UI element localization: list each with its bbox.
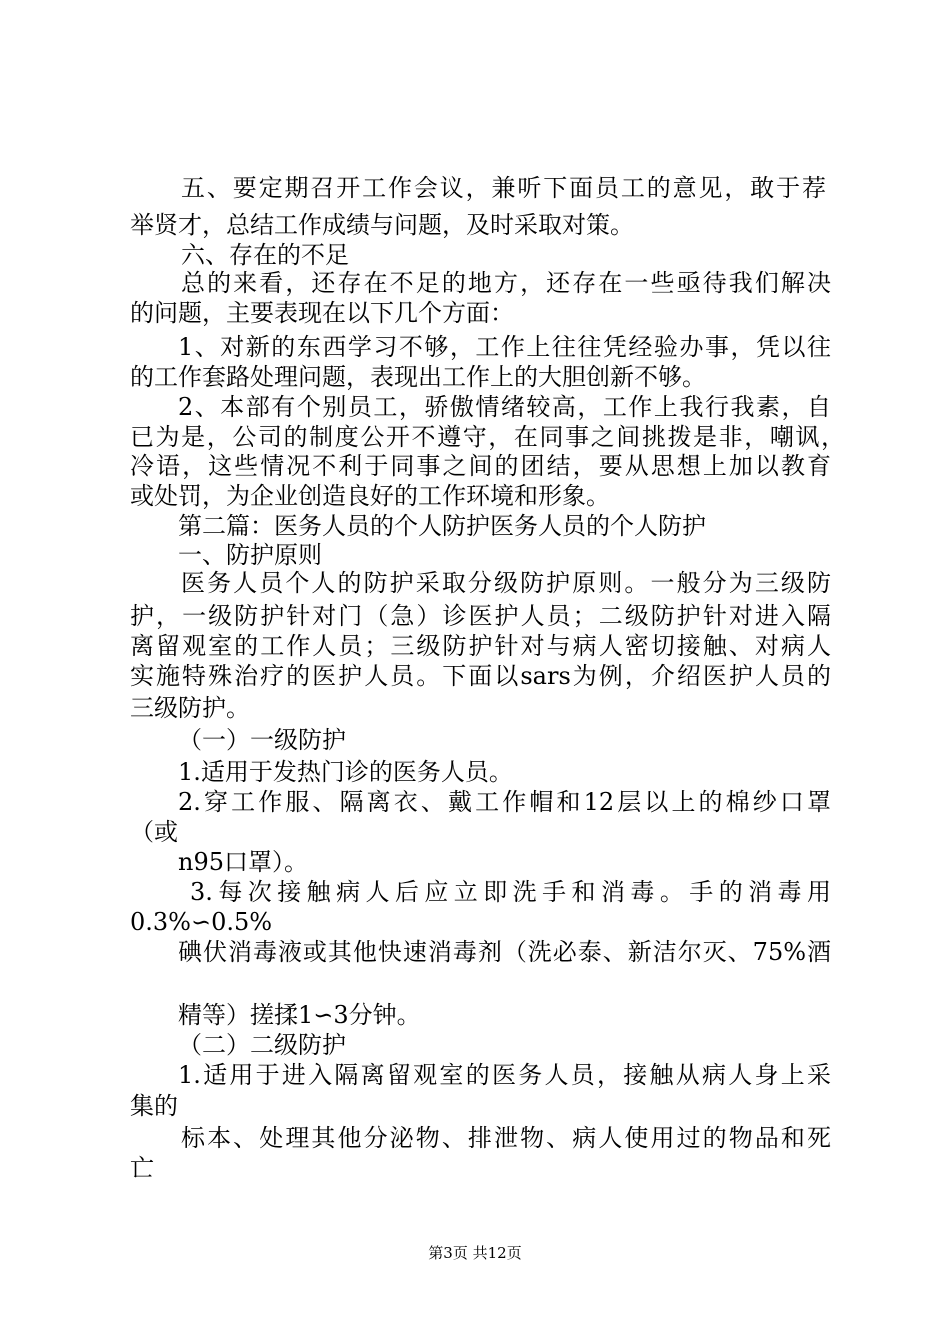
paragraph-line: 五、要定期召开工作会议，兼听下面员工的意见，敢于荐 (181, 174, 826, 202)
subsection-heading: （二）二级防护 (178, 1031, 346, 1059)
paragraph-line: 精等）搓揉1∽3分钟。 (178, 1001, 421, 1029)
paragraph-line: 的工作套路处理问题，表现出工作上的大胆创新不够。 (130, 363, 706, 391)
subsection-heading: （一）一级防护 (178, 726, 346, 754)
paragraph-line: 离留观室的工作人员；三级防护针对与病人密切接触、对病人 (130, 632, 831, 660)
list-item: 2.穿工作服、隔离衣、戴工作帽和12层以上的棉纱口罩 (178, 788, 831, 816)
paragraph-line: 标本、处理其他分泌物、排泄物、病人使用过的物品和死 (181, 1124, 831, 1152)
paragraph-line: 亡 (130, 1154, 154, 1182)
chapter-title: 第二篇：医务人员的个人防护医务人员的个人防护 (178, 512, 706, 540)
paragraph-line: 三级防护。 (130, 694, 250, 722)
paragraph-line: 2、本部有个别员工，骄傲情绪较高，工作上我行我素，自 (178, 393, 831, 421)
paragraph-line: 护，一级防护针对门（急）诊医护人员；二级防护针对进入隔 (130, 602, 831, 630)
paragraph-line: （或 (130, 818, 178, 846)
paragraph-line: 已为是，公司的制度公开不遵守，在同事之间挑拨是非，嘲讽， (130, 423, 845, 451)
paragraph-line: 冷语，这些情况不利于同事之间的团结，要从思想上加以教育 (130, 452, 831, 480)
list-item: 1.适用于发热门诊的医务人员。 (178, 758, 513, 786)
paragraph-line: n95口罩）。 (178, 848, 308, 876)
list-item: 1.适用于进入隔离留观室的医务人员，接触从病人身上采 (178, 1061, 831, 1089)
paragraph-line: 0.3%∽0.5% (130, 908, 273, 936)
paragraph-line: 集的 (130, 1092, 178, 1120)
paragraph-line: 实施特殊治疗的医护人员。下面以sars为例，介绍医护人员的 (130, 662, 831, 690)
paragraph-line: 碘伏消毒液或其他快速消毒剂（洗必泰、新洁尔灭、75%酒 (178, 938, 831, 966)
paragraph-line: 1、对新的东西学习不够，工作上往往凭经验办事，凭以往 (178, 333, 831, 361)
paragraph-line: 或处罚，为企业创造良好的工作环境和形象。 (130, 482, 610, 510)
paragraph-line: 的问题，主要表现在以下几个方面： (130, 299, 514, 327)
section-heading: 六、存在的不足 (181, 241, 349, 269)
page-number: 第3页 共12页 (428, 1244, 522, 1262)
section-heading: 一、防护原则 (178, 541, 322, 569)
paragraph-line: 医务人员个人的防护采取分级防护原则。一般分为三级防 (181, 569, 831, 597)
paragraph-line: 举贤才，总结工作成绩与问题，及时采取对策。 (130, 211, 634, 239)
paragraph-line: 总的来看，还存在不足的地方，还存在一些亟待我们解决 (181, 269, 831, 297)
list-item: 3.每次接触病人后应立即洗手和消毒。手的消毒用 (190, 878, 831, 906)
